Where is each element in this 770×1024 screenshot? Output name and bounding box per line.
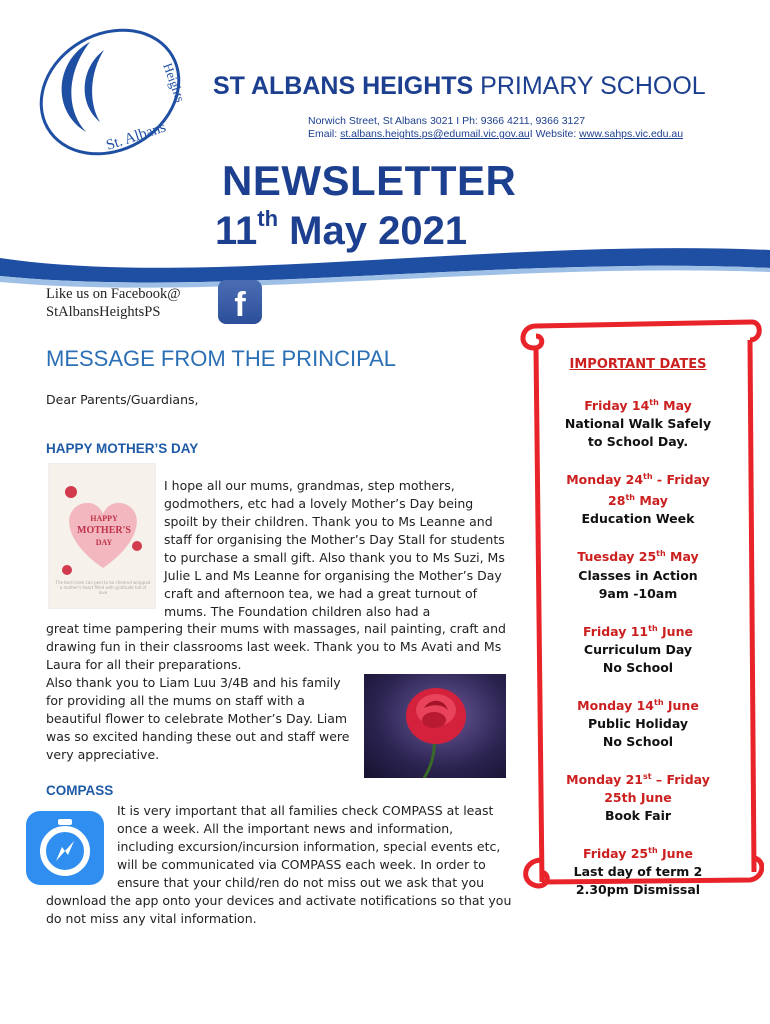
- website-prefix: I Website:: [529, 128, 580, 140]
- header-wave: [0, 228, 770, 292]
- date-item: [553, 694, 723, 751]
- date-item: [553, 620, 723, 677]
- school-logo: [28, 20, 198, 170]
- card-ribbon: [65, 514, 143, 548]
- date-item: [553, 768, 723, 825]
- date-label: Friday 25th June: [583, 846, 693, 862]
- date-desc: National Walk Safely: [564, 416, 712, 432]
- date-desc: 9am -10am: [598, 585, 678, 601]
- card-caption: The best mom can peel to be cheered wrapped a mother's heart filled with gratitude full of love: [55, 580, 151, 595]
- mothers-day-paragraph-3: Also thank you to Liam Luu 3/4B and his family for providing all the mums on staff with a beautiful flower to celebrate Mother’s Day. Liam was so excited handing these out and staff were very appreciative.: [46, 675, 350, 762]
- compass-paragraph-2: download the app onto your devices and activate notifications so that you do not miss any vital information.: [46, 893, 512, 926]
- salutation: Dear Parents/Guardians,: [46, 392, 199, 407]
- compass-app-icon[interactable]: [26, 811, 104, 885]
- website-link[interactable]: www.sahps.vic.edu.au: [579, 128, 684, 140]
- date-desc: Classes in Action: [578, 567, 698, 583]
- date-item: [553, 468, 723, 528]
- compass-heading: COMPASS: [46, 783, 114, 798]
- facebook-handle[interactable]: StAlbansHeightsPS: [46, 304, 161, 320]
- school-contact: [308, 128, 683, 140]
- email-prefix: Email:: [308, 128, 341, 140]
- facebook-icon[interactable]: f: [218, 280, 262, 324]
- principal-heading: MESSAGE FROM THE PRINCIPAL: [46, 346, 397, 371]
- date-label: Friday 14th May: [584, 398, 692, 414]
- mothers-day-paragraph-1: I hope all our mums, grandmas, step mothers, godmothers, etc had a lovely Mother’s Day being spoilt by their children. Thank you to Ms Leanne and staff for organising the Mother’s Day Stall for students to purchase a small gift. Also thank you to Ms Suzi, Ms Julie L and Ms Leanne for organising the Mother’s Day craft and afternoon tea, we had a great turnout of mums. The Foundation children also had a: [164, 478, 505, 619]
- date-label: Monday 21st – Friday 25th June: [566, 771, 710, 806]
- date-label: Tuesday 25th May: [577, 549, 699, 565]
- date-desc: Book Fair: [604, 808, 672, 824]
- school-name-bold: ST ALBANS HEIGHTS: [213, 72, 474, 100]
- card-text-mothers: MOTHER'S: [77, 525, 131, 536]
- date-desc: 2.30pm Dismissal: [575, 882, 701, 898]
- date-desc: Last day of term 2: [573, 864, 703, 880]
- school-address: Norwich Street, St Albans 3021 I Ph: 9366 4211, 9366 3127: [308, 115, 586, 127]
- date-desc: No School: [602, 733, 674, 749]
- date-label: Friday 11th June: [583, 623, 693, 639]
- svg-text:St. Albans: St. Albans: [104, 119, 168, 154]
- card-text-day: DAY: [95, 538, 113, 547]
- rose-icon: [364, 674, 506, 778]
- date-label: Monday 24th - Friday 28th May: [566, 472, 710, 509]
- mothers-day-heading: HAPPY MOTHER’S DAY: [46, 441, 199, 456]
- date-item: [553, 545, 723, 602]
- date-item: [553, 842, 723, 899]
- facebook-text: [46, 285, 181, 321]
- svg-text:Heights: Heights: [160, 60, 189, 105]
- newsletter-title: NEWSLETTER: [222, 157, 517, 204]
- email-link[interactable]: st.albans.heights.ps@edumail.vic.gov.au: [340, 128, 530, 140]
- date-desc: Curriculum Day: [583, 641, 693, 657]
- school-name: [213, 72, 706, 101]
- date-desc: to School Day.: [587, 434, 689, 450]
- date-desc: No School: [602, 659, 674, 675]
- date-desc: Public Holiday: [587, 715, 689, 731]
- stopwatch-icon: [26, 811, 104, 885]
- date-suffix: th: [257, 206, 279, 231]
- rose-image: [364, 674, 506, 778]
- mothers-day-paragraph-2: great time pampering their mums with massages, nail painting, craft and drawing fun in their classrooms last week. Thank you to Ms Avati and Ms Laura for all their preparations.: [46, 621, 506, 672]
- date-label: Monday 14th June: [577, 697, 699, 713]
- date-rest: May 2021: [278, 209, 468, 253]
- school-name-rest: PRIMARY SCHOOL: [480, 72, 706, 100]
- date-desc: Education Week: [581, 511, 695, 527]
- facebook-line1: Like us on Facebook@: [46, 286, 181, 302]
- mothers-day-card-image: [48, 463, 156, 609]
- date-item: [553, 394, 723, 451]
- compass-paragraph-1: It is very important that all families check COMPASS at least once a week. All the important news and information, including excursion/incursion information, special events etc, will be communicated via COMPASS each week. In order to ensure that your child/ren do not miss out we ask that you: [117, 803, 501, 890]
- date-day: 11: [215, 209, 258, 253]
- card-text-happy: HAPPY: [90, 514, 118, 523]
- important-dates-heading: IMPORTANT DATES: [569, 357, 707, 372]
- important-dates: [553, 356, 723, 916]
